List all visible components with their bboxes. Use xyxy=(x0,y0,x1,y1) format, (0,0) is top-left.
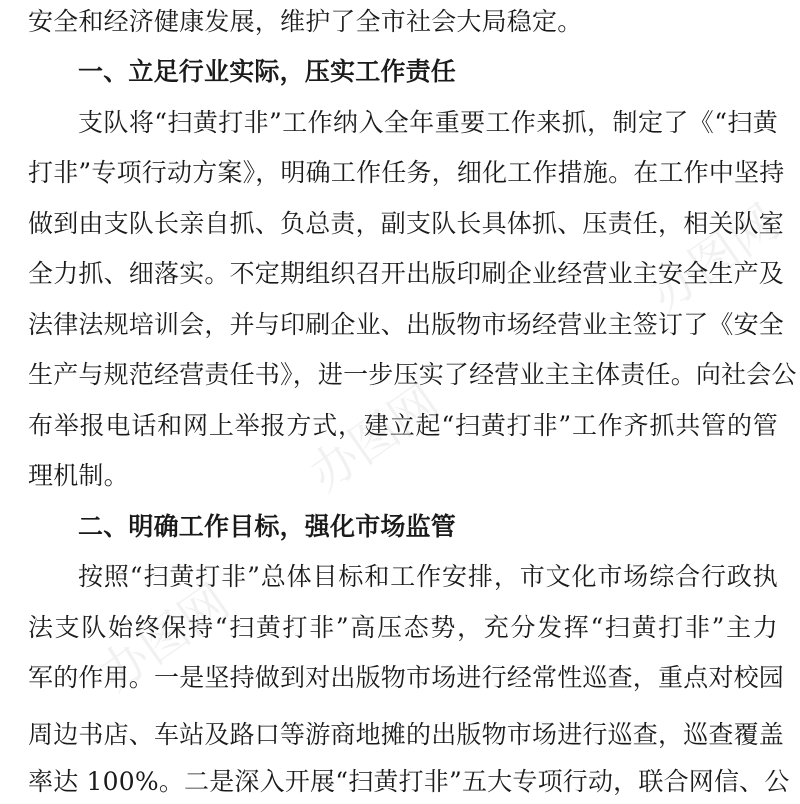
text-line: 支队将“扫黄打非”工作纳入全年重要工作来抓，制定了《“扫黄 xyxy=(78,108,778,137)
text-line: 全力抓、细落实。不定期组织召开出版印刷企业经营业主安全生产及 xyxy=(28,259,785,288)
text-line: 安全和经济健康发展，维护了全市社会大局稳定。 xyxy=(28,7,583,36)
section-heading: 一、立足行业实际，压实工作责任 xyxy=(78,57,457,86)
text-line: 法支队始终保持“扫黄打非”高压态势，充分发挥“扫黄打非”主力 xyxy=(28,613,778,642)
text-line: 理机制。 xyxy=(28,461,129,490)
text-line: 生产与规范经营责任书》，进一步压实了经营业主主体责任。向社会公 xyxy=(28,360,797,389)
watermark: 办图网 xyxy=(299,373,450,503)
text-line: 做到由支队长亲自抓、负总责，副支队长具体抓、压责任，相关队室 xyxy=(28,209,785,238)
text-line: 按照“扫黄打非”总体目标和工作安排，市文化市场综合行政执 xyxy=(78,562,778,591)
section-heading: 二、明确工作目标，强化市场监管 xyxy=(78,512,457,541)
text-line: 率达 100%。二是深入开展“扫黄打非”五大专项行动，联合网信、公 xyxy=(28,767,790,796)
watermark: 办图网 xyxy=(639,193,790,323)
text-line: 军的作用。一是坚持做到对出版物市场进行经常性巡查，重点对校园 xyxy=(28,663,785,692)
watermark: 办图网 xyxy=(89,573,240,703)
text-line: 法律法规培训会，并与印刷企业、出版物市场经营业主签订了《安全 xyxy=(28,310,785,339)
text-line: 周边书店、车站及路口等游商地摊的出版物市场进行巡查，巡查覆盖 xyxy=(28,720,785,749)
text-line: 打非”专项行动方案》，明确工作任务，细化工作措施。在工作中坚持 xyxy=(28,158,785,187)
text-line: 布举报电话和网上举报方式，建立起“扫黄打非”工作齐抓共管的管 xyxy=(28,411,778,440)
